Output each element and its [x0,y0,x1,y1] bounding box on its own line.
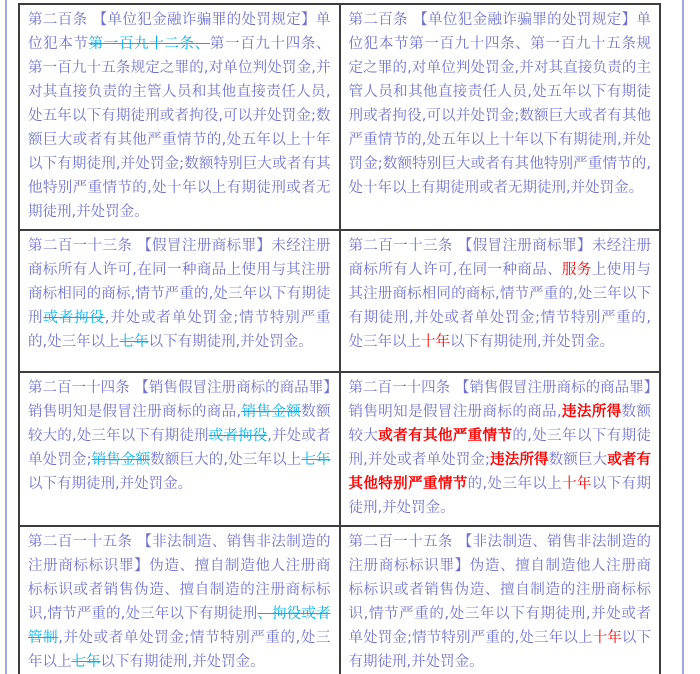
article-214-old-cell [19,372,340,526]
law-comparison-table [18,3,661,674]
inserted-text-run: 十年 [592,630,622,646]
law-text-run: 的,处三年以下有期徒刑,并处或者单处罚金; [348,428,652,468]
inserted-text-run: 或者有其他严重情节 [378,428,513,444]
deleted-text-run: 、拘役或者管制 [28,606,331,646]
law-text-run: 数额较大 [348,404,652,444]
article-214-new-cell [340,372,661,526]
deleted-text-run: 七年 [71,654,101,670]
law-text-run: 以下有期徒刑,并处罚金。 [28,476,193,492]
law-text-run: 第二百一十五条 【非法制造、销售非法制造的注册商标标识罪】伪造、擅自制造他人注册商标标识或者销售伪造、擅自制造的注册商标标识,情节严重的,处三年以下有期徒刑 [28,534,331,622]
law-text-run: 数额巨大的,处三年以上 [150,452,302,468]
law-text-run: 第二百条 【单位犯金融诈骗罪的处罚规定】单位犯本节 [28,12,331,52]
page-frame-right-line [682,0,684,674]
page-frame-left-line [5,0,7,674]
law-text-run: 第二百一十五条 【非法制造、销售非法制造的注册商标标识罪】伪造、擅自制造他人注册商标标识或者销售伪造、擅自制造的注册商标标识,情节严重的,处三年以下有期徒刑,并处或者单处罚金;情节特别严重的,处三年以上 [348,534,651,646]
deleted-text-run: 或者拘役 [43,310,105,326]
inserted-text-run: 十年 [562,476,592,492]
law-text-run: 上使用与其注册商标相同的商标,情节严重的,处三年以下有期徒刑,并处或者单处罚金;情节特别严重的,处三年以上 [348,262,652,350]
law-text-run: 以下有期徒刑,并处罚金。 [148,334,313,350]
article-200-old-cell [19,4,340,230]
law-text-run: ,并处或者单处罚金;情节特别严重的,处三年以上 [28,630,331,670]
law-text-run: 第二百一十四条 【销售假冒注册商标的商品罪】销售明知是假冒注册商标的商品, [28,380,331,420]
inserted-text-run: 违法所得 [489,452,549,468]
deleted-text-run: 销售金额 [241,404,302,420]
inserted-text-run: 十年 [421,334,450,350]
table-row-article-215 [19,526,660,674]
table-row-article-214 [19,372,660,526]
article-213-old-cell [19,230,340,372]
law-text-run: 的,处三年以上 [467,476,563,492]
law-text-run: ,并处或者单处罚金; [28,428,331,468]
law-text-run: 第二百一十四条 【销售假冒注册商标的商品罪】销售明知是假冒注册商标的商品, [348,380,651,420]
article-215-new-cell [340,526,661,674]
deleted-text-run: 第一百九十二条、 [88,36,210,52]
table-row-article-213 [19,230,660,372]
law-text-run: 数额较大的,处三年以下有期徒刑 [28,404,331,444]
deleted-text-run: 或者拘役 [208,428,268,444]
law-text-run: 以下有期徒刑,并处罚金。 [348,476,652,516]
law-text-run: 第二百条 【单位犯金融诈骗罪的处罚规定】单位犯本节第一百九十四条、第一百九十五条规定之罪的,对单位判处罚金,并对其直接负责的主管人员和其他直接责任人员,处五年以下有期徒刑或者拘役,可以并处罚金;数额巨大或者有其他严重情节的,处五年以上十年以下有期徒刑,并处罚金;数额特别巨大或者有其他特别严重情节的,处十年以上有期徒刑或者无期徒刑,并处罚金。 [348,12,651,196]
law-text-run: ,并处或者单处罚金;情节特别严重的,处三年以上 [28,310,331,350]
inserted-text-run: 服务 [562,262,592,278]
law-text-run: 数额巨大 [548,452,608,468]
deleted-text-run: 七年 [119,334,149,350]
law-text-run: 以下有期徒刑,并处罚金。 [348,630,652,670]
law-text-run: 第二百一十三条 【假冒注册商标罪】未经注册商标所有人许可,在同一种商品上使用与其注册商标相同的商标,情节严重的,处三年以下有期徒刑 [28,238,331,326]
deleted-text-run: 七年 [301,452,331,468]
deleted-text-run: 销售金额 [91,452,151,468]
law-text-run: 第二百一十三条 【假冒注册商标罪】未经注册商标所有人许可,在同一种商品、 [348,238,651,278]
table-row-article-200 [19,4,660,230]
article-200-new-cell [340,4,661,230]
law-text-run: 第一百九十四条、第一百九十五条规定之罪的,对单位判处罚金,并对其直接负责的主管人员和其他直接责任人员,处五年以下有期徒刑或者拘役,可以并处罚金;数额巨大或者有其他严重情节的,处五年以上十年以下有期徒刑,并处罚金;数额特别巨大或者有其他特别严重情节的,处十年以上有期徒刑或者无期徒刑,并处罚金。 [28,36,331,220]
law-text-run: 以下有期徒刑,并处罚金。 [450,334,615,350]
article-215-old-cell [19,526,340,674]
inserted-text-run: 或者有其他特别严重情节 [348,452,652,492]
law-text-run: 以下有期徒刑,并处罚金。 [100,654,265,670]
inserted-text-run: 违法所得 [561,404,622,420]
article-213-new-cell [340,230,661,372]
